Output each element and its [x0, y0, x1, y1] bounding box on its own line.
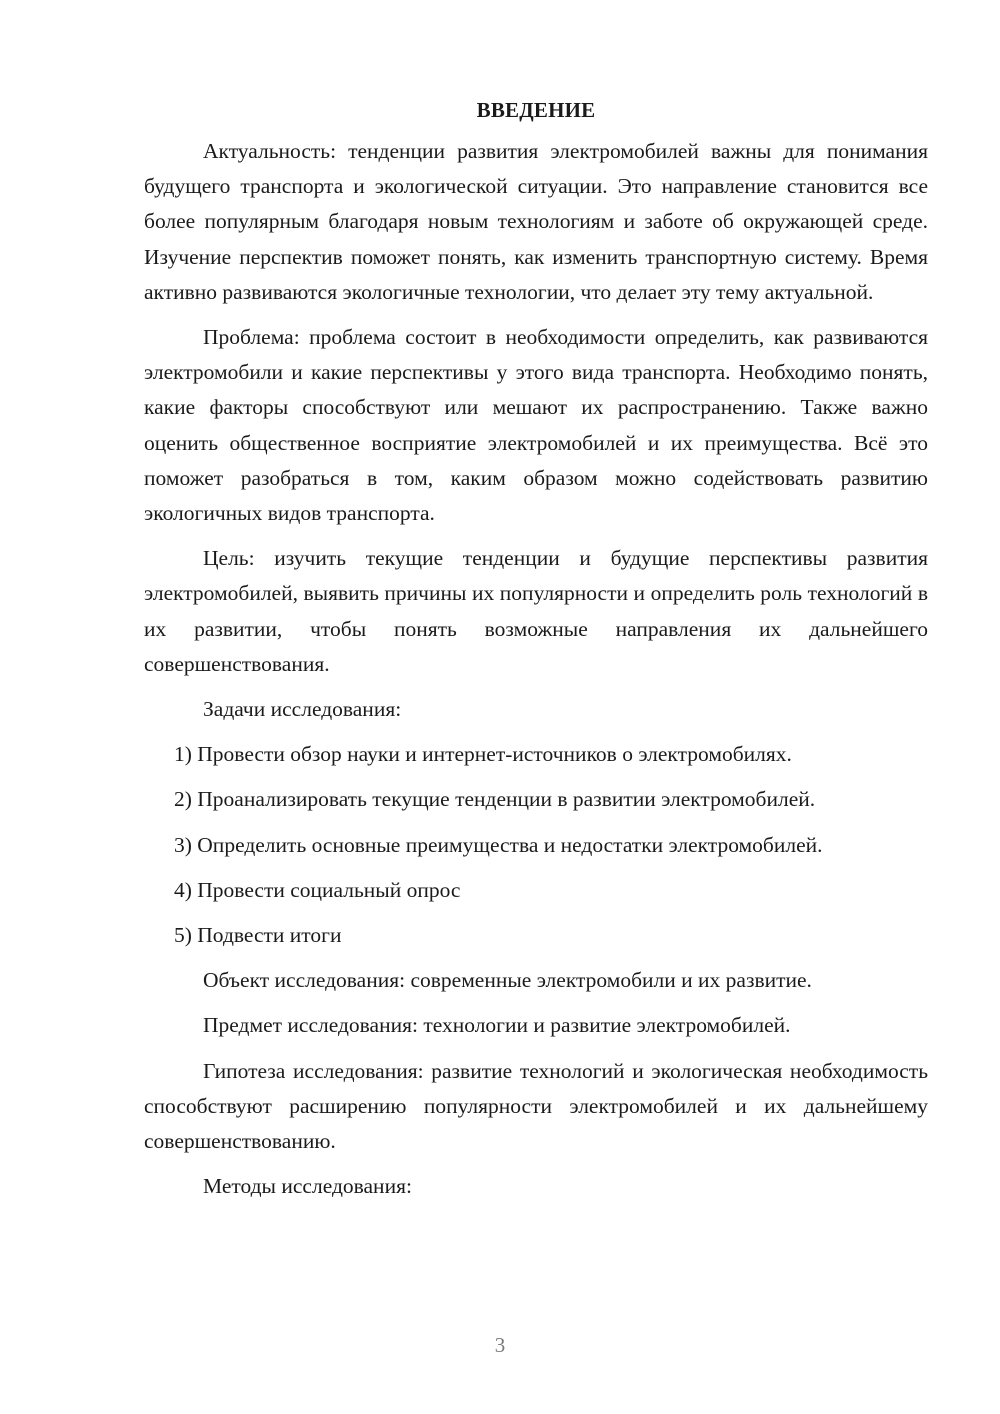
relevance-paragraph: Актуальность: тенденции развития электромобилей важны для понимания будущего транспорта и экологической ситуации. Это направление становится все более популярным благодаря новым технологиям и заботе об окружающей среде. Изучение перспектив поможет понять, как изменить транспортную систему. Время активно развиваются экологичные технологии, что делает эту тему актуальной.: [144, 139, 928, 304]
list-item: 4) Провести социальный опрос: [174, 877, 461, 902]
list-item: 2) Проанализировать текущие тенденции в развитии электромобилей.: [174, 787, 816, 812]
tasks-list: [144, 737, 928, 953]
document-page: [144, 92, 928, 1214]
tasks-label: Задачи исследования:: [203, 697, 402, 722]
subject-line: Предмет исследования: технологии и развитие электромобилей.: [203, 1013, 791, 1038]
goal-paragraph: Цель: изучить текущие тенденции и будущие перспективы развития электромобилей, выявить причины их популярности и определить роль технологий в их развитии, чтобы понять возможные направления их дальнейшего совершенствования.: [144, 546, 928, 676]
object-line: Объект исследования: современные электромобили и их развитие.: [203, 968, 812, 993]
page-number: 3: [494, 1333, 506, 1357]
list-item: 5) Подвести итоги: [174, 923, 342, 948]
section-heading: ВВЕДЕНИЕ: [476, 98, 596, 122]
list-item: 1) Провести обзор науки и интернет-источников о электромобилях.: [174, 742, 792, 767]
methods-label: Методы исследования:: [203, 1174, 412, 1199]
list-item: 3) Определить основные преимущества и недостатки электромобилей.: [174, 832, 823, 857]
hypothesis-paragraph: Гипотеза исследования: развитие технологий и экологическая необходимость способствуют расширению популярности электромобилей и их дальнейшему совершенствованию.: [144, 1058, 928, 1154]
problem-paragraph: Проблема: проблема состоит в необходимости определить, как развиваются электромобили и какие перспективы у этого вида транспорта. Необходимо понять, какие факторы способствуют или мешают их распространению. Также важно оценить общественное восприятие электромобилей и их преимущества. Всё это поможет разобраться в том, каким образом можно содействовать развитию экологичных видов транспорта.: [144, 325, 928, 526]
